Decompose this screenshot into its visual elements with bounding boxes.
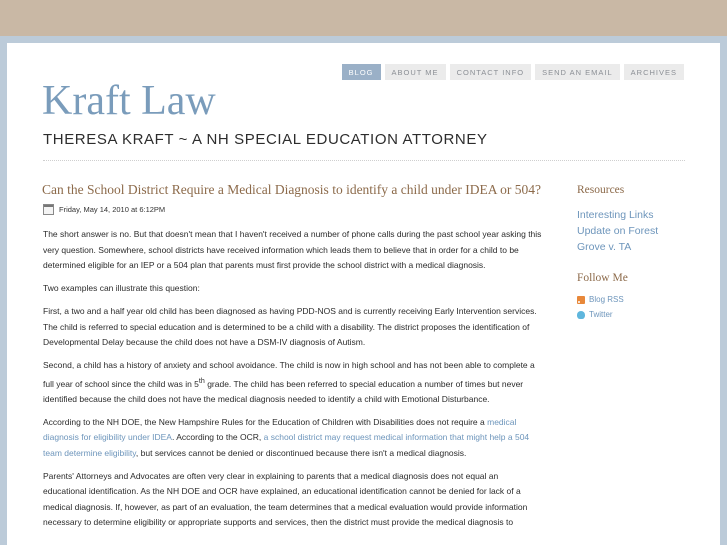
follow-blog-rss[interactable] (577, 295, 687, 304)
twitter-icon (577, 311, 585, 319)
paragraph-text: According to the NH DOE, the New Hampshire Rules for the Education of Children with Disabilities does not require a (43, 416, 488, 427)
resource-link-forest-grove[interactable]: Update on Forest Grove v. TA (577, 225, 659, 253)
post-paragraph (43, 358, 543, 407)
top-band (0, 0, 727, 36)
nav-send-an-email[interactable]: SEND AN EMAIL (535, 64, 620, 80)
nav-contact-info[interactable]: CONTACT INFO (450, 64, 532, 80)
link-medical-diagnosis[interactable]: medical diagnosis for eligibility under IDEA (43, 416, 517, 443)
post-body (43, 227, 543, 538)
follow-heading: Follow Me (577, 272, 628, 284)
site-title[interactable]: Kraft Law (42, 78, 216, 124)
post-paragraph (43, 415, 543, 462)
follow-label[interactable]: Twitter (589, 310, 613, 319)
paragraph-text: . According to the OCR, (171, 432, 264, 443)
header-divider (43, 160, 685, 161)
post-date-text: Friday, May 14, 2010 at 6:12PM (59, 205, 166, 214)
site-tagline: THERESA KRAFT ~ A NH SPECIAL EDUCATION ATTORNEY (43, 131, 488, 148)
link-ocr-504[interactable]: a school district may request medical information that might help a 504 team determine eligibility (43, 432, 530, 458)
paragraph-text: Second, a child has a history of anxiety and school avoidance. The child is now in high school and has not been able to complete a full year of school since the child was in 5 (43, 360, 535, 389)
follow-label[interactable]: Blog RSS (589, 295, 624, 304)
nav-archives[interactable]: ARCHIVES (624, 64, 684, 80)
main-nav (342, 64, 684, 80)
post-paragraph: The short answer is no. But that doesn't mean that I haven't received a number of phone calls during the past school year asking this very question. Somewhere, school districts have received information which leads them to believe that in order for a child to be determined eligible for an IEP or a 504 plan that parents must first provide the school district with a medical diagnosis. (43, 229, 542, 270)
post-date (43, 204, 165, 215)
nav-blog[interactable]: BLOG (342, 64, 381, 80)
superscript: th (198, 376, 205, 385)
follow-twitter[interactable] (577, 310, 687, 319)
paragraph-text: , but services cannot be denied or discontinued because there isn't a medical diagnosis. (135, 447, 467, 458)
sidebar (577, 184, 687, 325)
calendar-icon (43, 204, 54, 215)
paragraph-text: grade. The child has been referred to special education a number of times but never identified because the child does not have the medical diagnosis needed to identify a child with Emotional Disturbance. (43, 378, 524, 404)
page-container (7, 43, 720, 545)
post-title[interactable]: Can the School District Require a Medical Diagnosis to identify a child under IDEA or 504? (42, 182, 542, 197)
post-paragraph: Parents' Attorneys and Advocates are often very clear in explaining to parents that a medical diagnosis does not equal an educational identification. As the NH DOE and OCR have explained, an educational identification cannot be denied for lack of a medical diagnosis. If, however, as part of an evaluation, the team determines that a medical evaluation would provide information necessary to determine eligibility or appropriate supports and services, then the district must provide the medical diagnosis to (43, 470, 528, 528)
resources-heading: Resources (577, 184, 625, 196)
post-paragraph: Two examples can illustrate this question: (43, 283, 200, 293)
post-paragraph: First, a two and a half year old child has been diagnosed as having PDD-NOS and is currently receiving Early Intervention services. The child is referred to special education and is determined to be a child with a disability. The district proposes the identification of Developmental Delay because the child does not have a DSM-IV diagnosis of Autism. (43, 306, 537, 347)
rss-icon (577, 296, 585, 304)
resource-link-interesting-links[interactable]: Interesting Links (577, 209, 654, 221)
nav-about-me[interactable]: ABOUT ME (385, 64, 446, 80)
